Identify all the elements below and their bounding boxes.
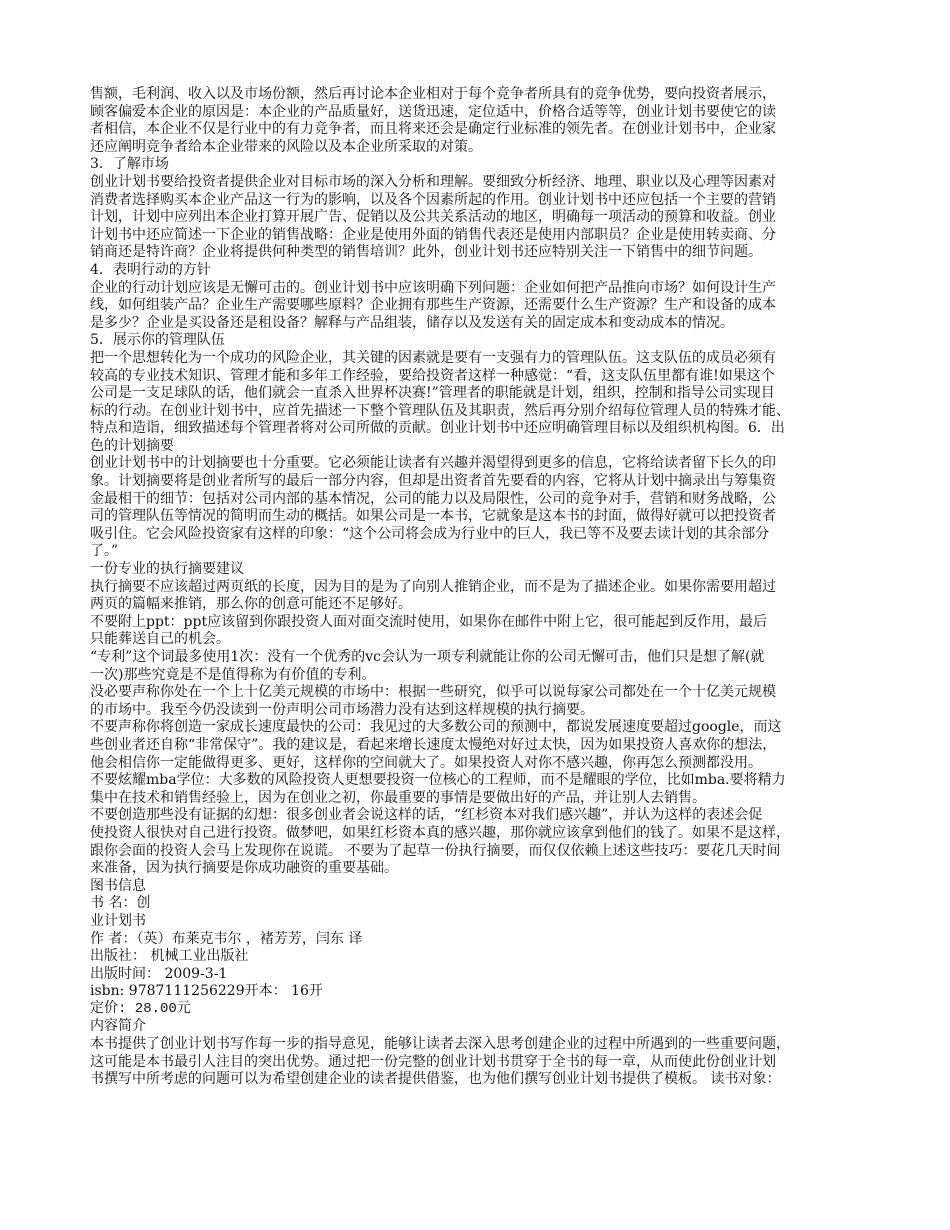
text-line: 者相信，本企业不仅是行业中的有力竞争者，而且将来还会是确定行业标准的领先者。在创业计划书中，企业家	[90, 121, 776, 138]
book-info-line: 出版社： 机械工业出版社	[90, 948, 249, 965]
text-line: 色的计划摘要	[90, 437, 174, 454]
text-line: 不要创造那些没有证据的幻想：很多创业者会说这样的话，“红杉资本对我们感兴趣”，并认为这样的表述会促	[90, 807, 763, 824]
text-line: 是多少？企业是买设备还是租设备？解释与产品组装，储存以及发送有关的固定成本和变动成本的情况。	[90, 314, 734, 331]
text-line: 图书信息	[90, 877, 146, 894]
text-line: 跟你会面的投资人会马上发现你在说谎。 不要为了起草一份执行摘要，而仅仅依赖上述这些技巧：要花几天时间	[90, 842, 781, 859]
text-line: 吸引住。它会风险投资家有这样的印象：“这个公司将会成为行业中的巨人，我已等不及要去读计划的其余部分	[90, 525, 770, 542]
text-line: 创业计划书要给投资者提供企业对目标市场的深入分析和理解。要细致分析经济、地理、职业以及心理等因素对	[90, 173, 776, 190]
section-heading: 本书提供了创业计划书写作每一步的指导意见，能够让读者去深入思考创建企业的过程中所遇到的一些重要问题，	[90, 1036, 790, 1053]
text-line: 的市场中。我至今仍没读到一份声明公司市场潜力没有达到这样规模的执行摘要。	[90, 701, 594, 718]
section-heading: 一份专业的执行摘要建议	[90, 561, 244, 578]
text-line: 计划书中还应简述一下企业的销售战略：企业是使用外面的销售代表还是使用内部职员？企业是使用转卖商、分	[90, 226, 776, 243]
text-line: 还应阐明竞争者给本企业带来的风险以及本企业所采取的对策。	[90, 138, 482, 155]
text-line: 销商还是特许商？企业将提供何种类型的销售培训？此外，创业计划书还应特别关注一下销售中的细节问题。	[90, 244, 762, 261]
text-line: 两页的篇幅来推销，那么你的创意可能还不足够好。	[90, 596, 412, 613]
book-info-line: isbn: 9787111256229开本： 16开	[90, 983, 323, 1000]
text-line: 标的行动。在创业计划书中，应首先描述一下整个管理队伍及其职责，然后再分别介绍每位管理人员的特殊才能、	[90, 402, 790, 419]
text-line: 顾客偏爱本企业的原因是：本企业的产品质量好，送货迅速，定位适中，价格合适等等，创业计划书要使它的读	[90, 103, 776, 120]
text-line: 执行摘要不应该超过两页纸的长度，因为目的是为了向别人推销企业，而不是为了描述企业。如果你需要用超过	[90, 578, 776, 595]
book-info-line: 作 者：（英）布莱克韦尔 ，褚芳芳，闫东 译	[90, 930, 363, 947]
section-heading: 5．展示你的管理队伍	[90, 332, 225, 349]
text-line: 使投资人很快对自己进行投资。做梦吧，如果红杉资本真的感兴趣，那你就应该拿到他们的钱了。如果不是这样，	[90, 824, 790, 841]
text-line: 这可能是本书最引人注目的突出优势。通过把一份完整的创业计划书贯穿于全书的每一章，从而使此份创业计划	[90, 1053, 776, 1070]
text-line: “专利”这个词最多使用1次：没有一个优秀的vc会认为一项专利就能让你的公司无懈可击，他们只是想了解(就	[90, 649, 765, 665]
text-line: 消费者选择购买本企业产品这一行为的影响，以及各个因素所起的作用。创业计划书中还应包括一个主要的营销	[90, 191, 776, 208]
text-line: 不要声称你将创造一家成长速度最快的公司：我见过的大多数公司的预测中，都说发展速度要超过google，而这	[90, 719, 782, 736]
book-info-line: 出版时间： 2009-3-1	[90, 965, 228, 982]
book-info-line: 业计划书	[90, 912, 146, 929]
text-line: 售额，毛利润、收入以及市场份额，然后再讨论本企业相对于每个竞争者所具有的竞争优势，要向投资者展示，	[90, 86, 776, 102]
book-info-line: 内容简介	[90, 1018, 146, 1035]
text-line: 他会相信你一定能做得更多、更好，这样你的空间就大了。如果投资人对你不感兴趣，你再怎么预测都没用。	[90, 754, 762, 771]
section-heading: 书 名：创	[90, 895, 151, 912]
text-line: 较高的专业技术知识、管理才能和多年工作经验，要给投资者这样一种感觉：“看，这支队伍里都有谁!如果这个	[90, 367, 775, 384]
text-line: 了。”	[90, 543, 119, 560]
book-info-line: 定价: 28.00元	[90, 1000, 191, 1017]
text-line: 计划，计划中应列出本企业打算开展广告、促销以及公共关系活动的地区，明确每一项活动的预算和收益。创业	[90, 209, 776, 226]
text-line: 金最相干的细节：包括对公司内部的基本情况，公司的能力以及局限性，公司的竞争对手，营销和财务战略，公	[90, 490, 776, 507]
text-line: 不要附上ppt：ppt应该留到你跟投资人面对面交流时使用，如果你在邮件中附上它，很可能起到反作用，最后	[90, 613, 768, 630]
text-line: 一次)那些究竟是不是值得称为有价值的专利。	[90, 666, 376, 683]
text-line: 线，如何组装产品？企业生产需要哪些原料？企业拥有那些生产资源，还需要什么生产资源？生产和设备的成本	[90, 297, 776, 314]
text-line: 把一个思想转化为一个成功的风险企业，其关键的因素就是要有一支强有力的管理队伍。这支队伍的成员必须有	[90, 349, 776, 366]
section-heading: 4．表明行动的方针	[90, 261, 211, 278]
text-line: 些创业者还自称“非常保守”。我的建议是，看起来增长速度太慢绝对好过太快，因为如果投资人喜欢你的想法，	[90, 736, 777, 753]
text-line: 象。计划摘要将是创业者所写的最后一部分内容，但却是出资者首先要看的内容，它将从计划中摘录出与筹集资	[90, 473, 776, 490]
text-line: 没必要声称你处在一个上十亿美元规模的市场中：根据一些研究，似乎可以说每家公司都处在一个十亿美元规模	[90, 684, 776, 701]
text-line: 公司是一支足球队的话，他们就会一直杀入世界杯决赛!”管理者的职能就是计划，组织，控制和指导公司实现目	[90, 385, 775, 402]
text-line: 特点和造诣，细致描述每个管理者将对公司所做的贡献。创业计划书中还应明确管理目标以及组织机构图。6．出	[90, 420, 785, 437]
text-line: 集中在技术和销售经验上，因为在创业之初，你最重要的事情是要做出好的产品，并让别人去销售。	[90, 789, 706, 806]
text-line: 创业计划书中的计划摘要也十分重要。它必须能让读者有兴趣并渴望得到更多的信息，它将给读者留下长久的印	[90, 455, 776, 472]
section-heading: 3．了解市场	[90, 156, 169, 173]
text-line: 来准备，因为执行摘要是你成功融资的重要基础。	[90, 860, 398, 877]
text-line: 书撰写中所考虑的问题可以为希望创建企业的读者提供借鉴，也为他们撰写创业计划书提供了模板。 读书对象：	[90, 1071, 781, 1088]
text-line: 司的管理队伍等情况的简明而生动的概括。如果公司是一本书，它就象是这本书的封面，做得好就可以把投资者	[90, 508, 776, 525]
text-line: 企业的行动计划应该是无懈可击的。创业计划书中应该明确下列问题：企业如何把产品推向市场？如何设计生产	[90, 279, 776, 296]
text-line: 只能葬送自己的机会。	[90, 631, 230, 648]
text-line: 不要炫耀mba学位：大多数的风险投资人更想要投资一位核心的工程师，而不是耀眼的学位，比如mba.要将精力	[90, 772, 786, 789]
